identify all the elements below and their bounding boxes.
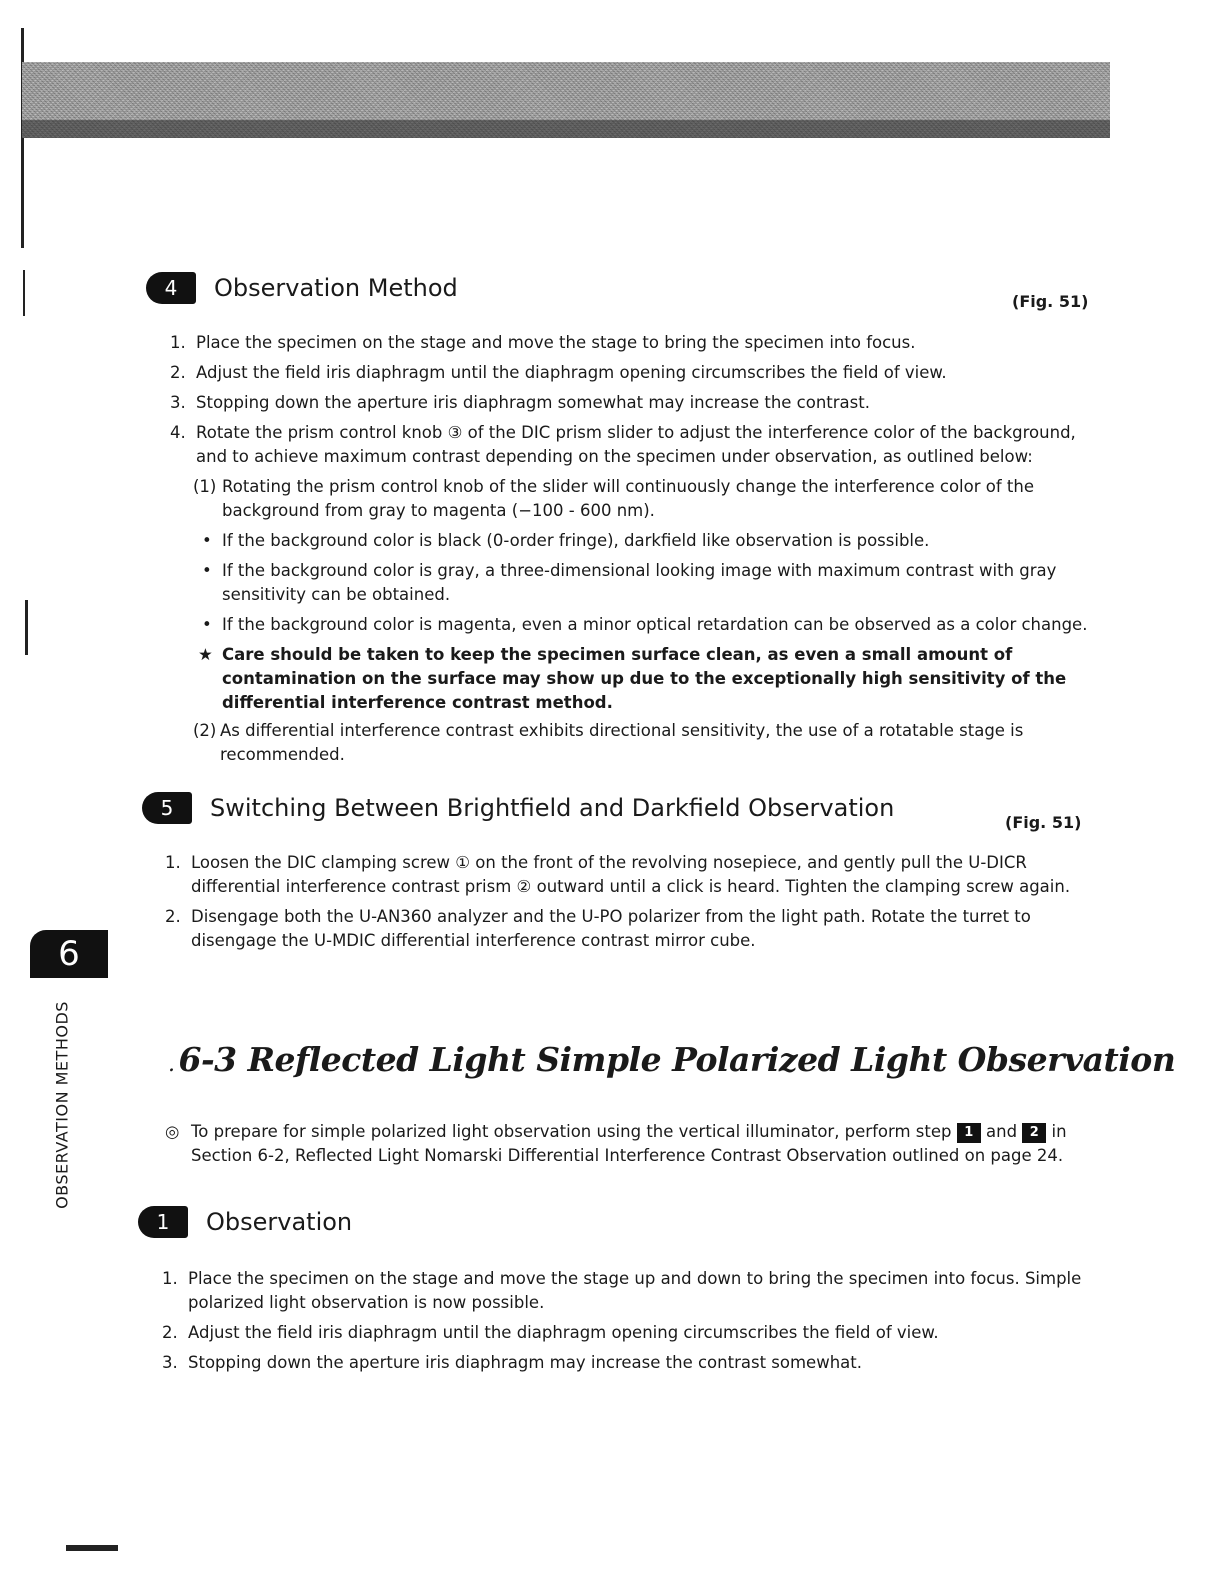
item-text: Disengage both the U-AN360 analyzer and the U-PO polarizer from the light path. Rotate the turret to disengage the U-MDIC differential interference contrast mirror cube.: [191, 907, 1031, 950]
item-number: 3.: [170, 393, 186, 412]
item-text: Place the specimen on the stage and move the stage up and down to bring the specimen into focus. Simple polarized light observation is now possible.: [188, 1269, 1082, 1312]
header-banner-shadow: [22, 120, 1110, 138]
item-number: 3.: [162, 1353, 178, 1372]
sub-item-text: Rotating the prism control knob of the slider will continuously change the interference color of the background from gray to magenta (−100 - 600 nm).: [222, 477, 1034, 520]
intro-text-and: and: [986, 1122, 1018, 1141]
section-4-title: Observation Method: [214, 274, 458, 302]
page-number-fragment: [66, 1545, 118, 1551]
section-6-3-title: 6-3 Reflected Light Simple Polarized Light Observation: [178, 1040, 1176, 1079]
item-text: Adjust the field iris diaphragm until the diaphragm opening circumscribes the field of view.: [188, 1323, 939, 1342]
double-circle-icon: ◎: [165, 1122, 180, 1141]
star-icon: ★: [198, 645, 213, 664]
chapter-side-label: OBSERVATION METHODS: [52, 1001, 72, 1209]
item-text: Stopping down the aperture iris diaphragm somewhat may increase the contrast.: [196, 393, 870, 412]
section-5-title: Switching Between Brightfield and Darkfield Observation: [210, 794, 895, 822]
left-margin-mark-2: [25, 600, 28, 655]
intro-text-before: To prepare for simple polarized light observation using the vertical illuminator, perform step: [191, 1122, 952, 1141]
item-text: Adjust the field iris diaphragm until the diaphragm opening circumscribes the field of view.: [196, 363, 947, 382]
section-4-badge: 4: [146, 272, 196, 304]
item-number: 1.: [162, 1269, 178, 1288]
sub-item-text: As differential interference contrast exhibits directional sensitivity, the use of a rotatable stage is recommended.: [220, 721, 1024, 764]
star-note-text: Care should be taken to keep the specimen surface clean, as even a small amount of contamination on the surface may show up due to the exceptionally high sensitivity of the differential interference contrast method.: [222, 645, 1067, 712]
section-5-heading: [142, 792, 894, 824]
item-number: 2.: [170, 363, 186, 382]
section-5-badge: 5: [142, 792, 192, 824]
section-1-badge: 1: [138, 1206, 188, 1238]
bullet-icon: •: [202, 561, 212, 580]
item-number: 4.: [170, 423, 186, 442]
section-4-fig-ref: (Fig. 51): [1012, 292, 1089, 311]
item-text: Rotate the prism control knob ③ of the DIC prism slider to adjust the interference color of the background, and to achieve maximum contrast depending on the specimen under observation, as outlined below:: [196, 423, 1076, 466]
item-number: 2.: [165, 907, 181, 926]
intro-text: [191, 1120, 1099, 1168]
bullet-text: If the background color is magenta, even a minor optical retardation can be observed as a color change.: [222, 615, 1088, 634]
intro-text-after: in Section 6-2, Reflected Light Nomarski Differential Interference Contrast Observation outlined on page 24.: [191, 1122, 1067, 1165]
bullet-icon: •: [202, 531, 212, 550]
item-text: Place the specimen on the stage and move the stage to bring the specimen into focus.: [196, 333, 916, 352]
step-badge-2: 2: [1022, 1123, 1046, 1143]
section-4-heading: [146, 272, 458, 304]
section-5-fig-ref: (Fig. 51): [1005, 813, 1082, 832]
sub-item-number: (2): [193, 721, 217, 740]
left-margin-line-top: [21, 28, 24, 248]
left-margin-mark-1: [23, 270, 25, 316]
bullet-text: If the background color is gray, a three-dimensional looking image with maximum contrast with gray sensitivity can be obtained.: [222, 561, 1057, 604]
item-text: Loosen the DIC clamping screw ① on the front of the revolving nosepiece, and gently pull the U-DICR differential interference contrast prism ② outward until a click is heard. Tighten the clamping screw again.: [191, 853, 1071, 896]
step-badge-1: 1: [957, 1123, 981, 1143]
section-6-3-heading: [168, 1040, 1175, 1079]
section-1-heading: [138, 1206, 352, 1238]
section-1-title: Observation: [206, 1208, 353, 1236]
bullet-icon: •: [202, 615, 212, 634]
item-number: 1.: [170, 333, 186, 352]
sub-item-number: (1): [193, 477, 217, 496]
bullet-text: If the background color is black (0-order fringe), darkfield like observation is possible.: [222, 531, 930, 550]
heading-dot: .: [168, 1052, 175, 1077]
chapter-number: 6: [58, 934, 80, 974]
item-number: 2.: [162, 1323, 178, 1342]
item-number: 1.: [165, 853, 181, 872]
chapter-tab: [30, 930, 108, 978]
item-text: Stopping down the aperture iris diaphragm may increase the contrast somewhat.: [188, 1353, 862, 1372]
